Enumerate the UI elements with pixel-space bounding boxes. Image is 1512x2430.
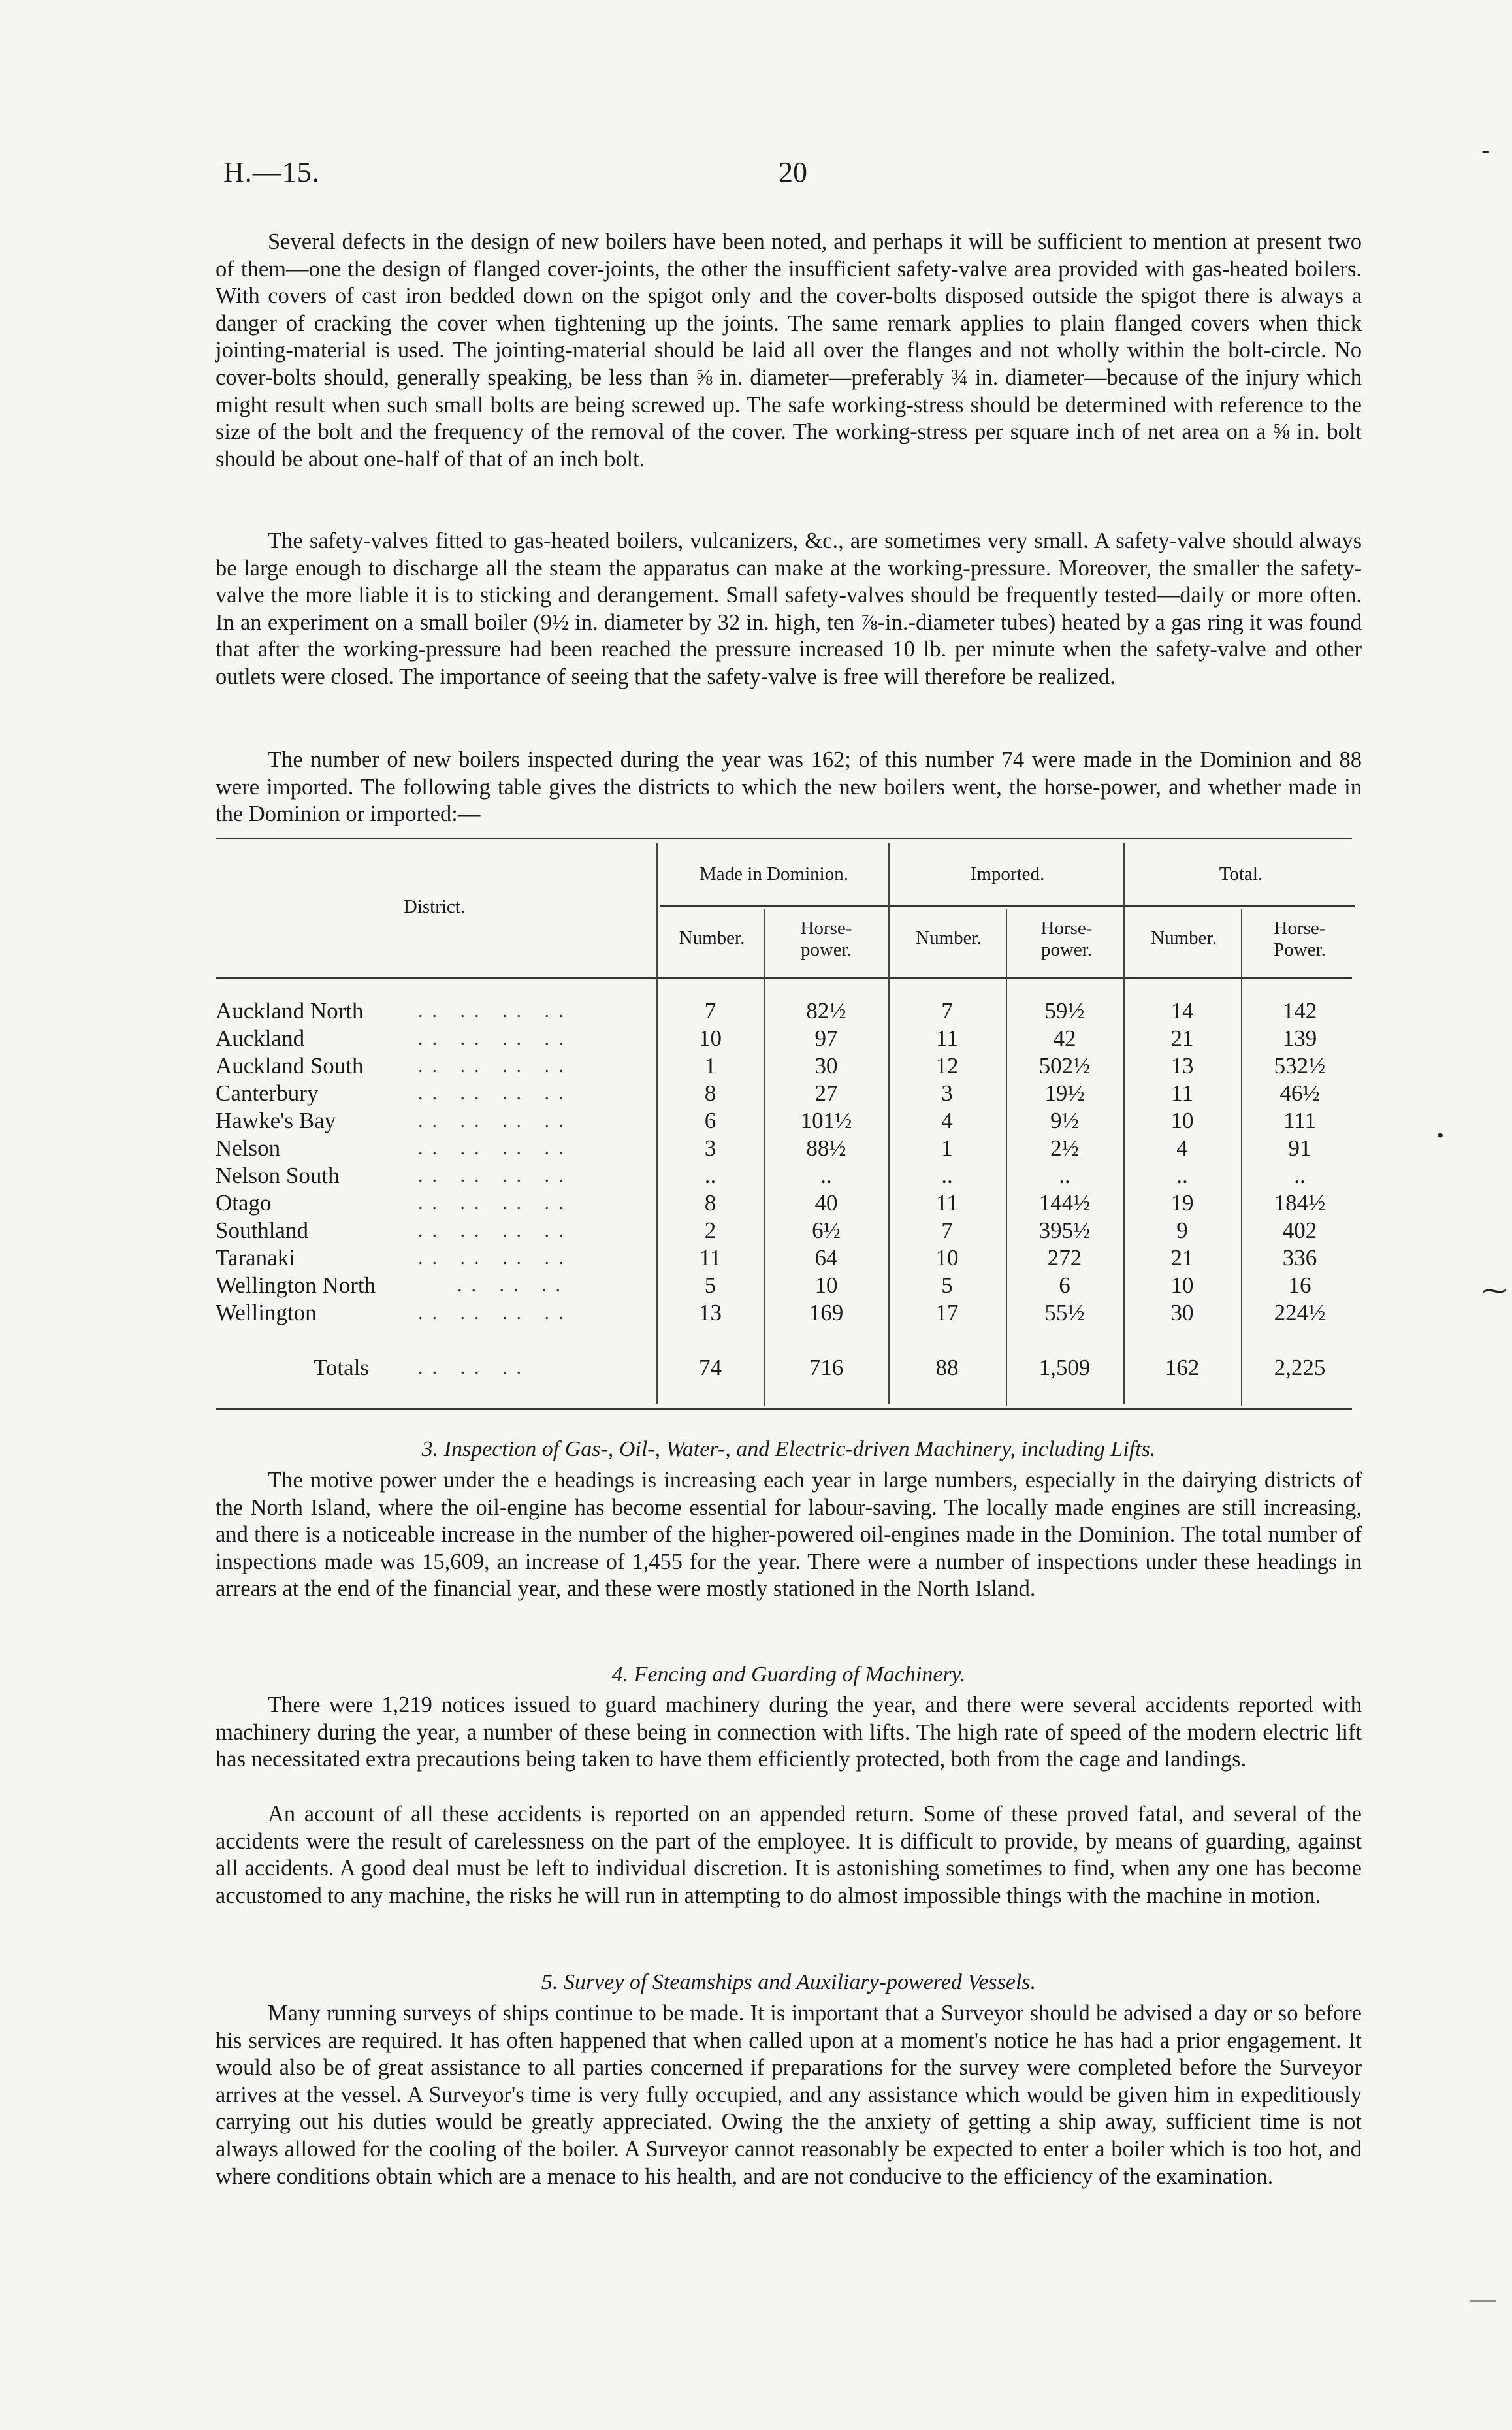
dominion-horsepower: 10: [814, 1272, 838, 1298]
dot-leader: .. .. .. ..: [418, 1247, 573, 1269]
imported-horsepower: 272: [1047, 1245, 1082, 1271]
total-number: 14: [1170, 998, 1194, 1024]
district-name: Auckland: [216, 1026, 305, 1051]
total-number: 9: [1176, 1218, 1188, 1243]
page-header: [216, 155, 1378, 201]
dominion-horsepower: ..: [820, 1163, 832, 1188]
section-paragraph: An account of all these accidents is reported on an appended return. Some of these proved fatal, and several of the accidents were the result of carelessness on the part of the employee. It is difficult to provide, by means of guarding, against all accidents. A good deal must be left to individual discretion. It is astonishing sometimes to find, when any one has become accustomed to any machine, the risks he will run in attempting to do almost impossible things with the machine in motion.: [216, 1802, 1362, 1908]
imported-horsepower: 395½: [1038, 1218, 1091, 1243]
total-number: 11: [1171, 1080, 1193, 1106]
dot-leader: .. .. ..: [418, 1357, 530, 1378]
dot-leader: .. .. .. ..: [418, 1110, 573, 1131]
paragraph-defects: Several defects in the design of new boilers have been noted, and perhaps it will be sufficient to mention at present two of them—one the design of flanged cover-joints, the other the insufficient safety-valve area provided with gas-heated boilers. With covers of cast iron bedded down on the spigot only and the cover-bolts disposed outside the spigot there is always a danger of cracking the cover when tightening up the joints. The same remark applies to plain flanged covers when thick jointing-material is used. The jointing-material should be laid all over the flanges and not wholly within the bolt-circle. No cover-bolts should, generally speaking, be less than ⅝ in. diameter—preferably ¾ in. diameter—because of the injury which might result when such small bolts are being screwed up. The safe working-stress should be determined with reference to the size of the bolt and the frequency of the removal of the cover. The working-stress per square inch of net area on a ⅝ in. bolt should be about one-half of that of an inch bolt.: [216, 229, 1362, 472]
total-number: ..: [1176, 1163, 1188, 1188]
imported-horsepower: 59½: [1044, 998, 1085, 1024]
section-paragraph: The motive power under the e headings is increasing each year in large numbers, especially in the dairying districts of the North Island, where the oil-engine has become essential for labour-saving. The locally made engines are still increasing, and there is a noticeable increase in the number of the higher-powered oil-engines made in the Dominion. The total number of inspections made was 15,609, an increase of 1,455 for the year. There were a number of inspections under these headings in arrears at the end of the financial year, and these were mostly stationed in the North Island.: [216, 1468, 1362, 1602]
imported-number: 5: [941, 1272, 953, 1298]
imported-number: 7: [941, 998, 953, 1024]
dominion-horsepower: 82½: [806, 998, 846, 1024]
total-number: 21: [1170, 1026, 1194, 1051]
dot-leader: .. .. .. ..: [418, 1302, 573, 1323]
total-number: 30: [1170, 1300, 1194, 1325]
section-paragraph: Many running surveys of ships continue to be made. It is important that a Surveyor should be advised a day or so before his services are required. It has often happened that when called upon at a moment's notice he has had a prior engagement. It would also be of great assistance to all parties concerned if preparations for the survey were completed before the Surveyor arrives at the vessel. A Surveyor's time is very fully occupied, and any assistance which would be given him in expeditiously carrying out his duties would be greatly appreciated. Owing the the anxiety of getting a ship away, sufficient time is not always allowed for the cooling of the boiler. A Surveyor cannot reasonably be expected to enter a boiler which is too hot, and where conditions obtain which are a menace to his health, and are not conducive to the efficiency of the examination.: [216, 2001, 1362, 2189]
subheader-number: Number.: [1151, 928, 1217, 948]
imported-horsepower: ..: [1059, 1163, 1070, 1188]
dominion-number: 1: [704, 1053, 716, 1078]
total-horsepower: 139: [1282, 1026, 1317, 1051]
district-name: Auckland South: [216, 1053, 364, 1078]
dominion-number: 7: [704, 998, 716, 1024]
dominion-number: 11: [699, 1245, 722, 1271]
imported-number: 11: [936, 1026, 958, 1051]
paragraph-boiler-count: The number of new boilers inspected during the year was 162; of this number 74 were made in the Dominion and 88 were imported. The following table gives the districts to which the new boilers went, the horse-power, and whether made in the Dominion or imported:—: [216, 747, 1362, 827]
district-name: Hawke's Bay: [216, 1108, 336, 1133]
imported-number: 4: [941, 1108, 953, 1133]
total-number: 10: [1170, 1108, 1194, 1133]
grand-total-number: 162: [1165, 1355, 1200, 1380]
dominion-horsepower: 27: [814, 1080, 838, 1106]
total-horsepower: 16: [1288, 1272, 1311, 1298]
dot-leader: .. .. .. ..: [418, 1000, 573, 1022]
imported-horsepower: 42: [1053, 1026, 1076, 1051]
section-heading: 5. Survey of Steamships and Auxiliary-powered Vessels.: [541, 1970, 1037, 1994]
header-bottom-rule: [216, 977, 1352, 979]
dominion-horsepower: 30: [814, 1053, 838, 1078]
total-number: 13: [1170, 1053, 1194, 1078]
dominion-horsepower: 6½: [812, 1218, 841, 1243]
imported-horsepower: 9½: [1050, 1108, 1079, 1133]
district-name: Wellington: [216, 1300, 317, 1325]
margin-speck-mark: -: [1481, 135, 1490, 164]
dot-leader: .. .. .. ..: [418, 1220, 573, 1241]
total-horsepower: 91: [1288, 1135, 1311, 1161]
imported-horsepower: 144½: [1038, 1190, 1091, 1216]
dominion-number: 6: [704, 1108, 716, 1133]
dominion-number: 5: [704, 1272, 716, 1298]
table-top-rule: [216, 838, 1352, 839]
imported-number: 17: [935, 1300, 959, 1325]
total-horsepower: 336: [1282, 1245, 1317, 1271]
total-horsepower: 142: [1282, 998, 1317, 1024]
imported-horsepower: 6: [1059, 1272, 1070, 1298]
district-name: Nelson South: [216, 1163, 340, 1188]
dominion-horsepower: 88½: [806, 1135, 846, 1161]
section-heading: 3. Inspection of Gas-, Oil-, Water-, and Electric-driven Machinery, including Lifts.: [421, 1437, 1156, 1461]
total-number: 4: [1176, 1135, 1188, 1161]
dominion-number: 10: [699, 1026, 722, 1051]
district-name: Nelson: [216, 1135, 281, 1161]
district-name: Wellington North: [216, 1272, 376, 1298]
total-imported-horsepower: 1,509: [1038, 1355, 1091, 1380]
total-horsepower: 532½: [1274, 1053, 1326, 1078]
district-name: Southland: [216, 1218, 308, 1243]
subheader-number: Number.: [679, 928, 745, 948]
dot-leader: .. .. .. ..: [418, 1082, 573, 1104]
margin-speck-mark: —: [1470, 2284, 1496, 2313]
dominion-number: 2: [704, 1218, 716, 1243]
total-imported-number: 88: [935, 1355, 959, 1380]
dot-leader: .. .. ..: [457, 1274, 570, 1296]
imported-number: 3: [941, 1080, 953, 1106]
dot-leader: .. .. .. ..: [418, 1055, 573, 1077]
margin-speck-mark: ⁓: [1481, 1276, 1507, 1305]
imported-horsepower: 19½: [1044, 1080, 1085, 1106]
dominion-number: 8: [704, 1190, 716, 1216]
total-number: 10: [1170, 1272, 1194, 1298]
total-horsepower: 402: [1282, 1218, 1317, 1243]
district-name: Taranaki: [216, 1245, 295, 1271]
imported-horsepower: 2½: [1050, 1135, 1079, 1161]
margin-speck-mark: •: [1437, 1125, 1444, 1146]
total-horsepower: ..: [1294, 1163, 1306, 1188]
dot-leader: .. .. .. ..: [418, 1192, 573, 1214]
group-header-imported: Imported.: [970, 864, 1045, 884]
imported-horsepower: 502½: [1038, 1053, 1091, 1078]
group-header-dominion: Made in Dominion.: [700, 864, 848, 884]
dominion-number: 13: [699, 1300, 722, 1325]
subheader-number: Number.: [916, 928, 982, 948]
total-horsepower: 224½: [1274, 1300, 1326, 1325]
dominion-horsepower: 101½: [800, 1108, 852, 1133]
imported-number: 12: [935, 1053, 959, 1078]
district-name: Otago: [216, 1190, 272, 1216]
imported-number: 1: [941, 1135, 953, 1161]
group-header-total: Total.: [1219, 864, 1263, 884]
dominion-horsepower: 97: [814, 1026, 838, 1051]
imported-number: 11: [936, 1190, 958, 1216]
page-number: 20: [779, 156, 807, 188]
subheader-horse-power: Horse-power.: [1040, 918, 1093, 960]
dominion-number: 3: [704, 1135, 716, 1161]
dominion-horsepower: 169: [809, 1300, 844, 1325]
total-dominion-number: 74: [699, 1355, 722, 1380]
dot-leader: .. .. .. ..: [418, 1137, 573, 1159]
imported-number: 7: [941, 1218, 953, 1243]
subheader-horse-power: Horse-Power.: [1274, 918, 1326, 960]
district-name: Canterbury: [216, 1080, 319, 1106]
document-reference: H.—15.: [223, 156, 320, 188]
total-horsepower: 111: [1283, 1108, 1316, 1133]
dominion-number: ..: [704, 1163, 716, 1188]
total-number: 19: [1170, 1190, 1194, 1216]
group-header-rule: [660, 905, 1355, 907]
district-header: District.: [403, 896, 466, 917]
total-horsepower: 46½: [1279, 1080, 1320, 1106]
imported-horsepower: 55½: [1044, 1300, 1085, 1325]
table-bottom-rule: [216, 1408, 1352, 1410]
dot-leader: .. .. .. ..: [418, 1028, 573, 1049]
section-paragraph: There were 1,219 notices issued to guard machinery during the year, and there were several accidents reported with machinery during the year, a number of these being in connection with lifts. The high rate of speed of the modern electric lift has necessitated extra precautions being taken to have them efficiently protected, both from the cage and landings.: [216, 1693, 1362, 1772]
imported-number: 10: [935, 1245, 959, 1271]
imported-number: ..: [941, 1163, 953, 1188]
subheader-horse-power: Horse-power.: [800, 918, 852, 960]
totals-label: Totals: [314, 1355, 370, 1380]
total-dominion-horsepower: 716: [809, 1355, 844, 1380]
total-horsepower: 184½: [1274, 1190, 1326, 1216]
dominion-horsepower: 40: [814, 1190, 838, 1216]
grand-total-horsepower: 2,225: [1274, 1355, 1326, 1380]
paragraph-safety-valves: The safety-valves fitted to gas-heated boilers, vulcanizers, &c., are sometimes very small. A safety-valve should always be large enough to discharge all the steam the apparatus can make at the working-pressure. Moreover, the smaller the safety-valve the more liable it is to sticking and derangement. Small safety-valves should be frequently tested—daily or more often. In an experiment on a small boiler (9½ in. diameter by 32 in. high, ten ⅞-in.-diameter tubes) heated by a gas ring it was found that after the working-pressure had been reached the pressure increased 10 lb. per minute when the safety-valve and other outlets were closed. The importance of seeing that the safety-valve is free will therefore be realized.: [216, 528, 1362, 689]
dot-leader: .. .. .. ..: [418, 1165, 573, 1186]
dominion-horsepower: 64: [814, 1245, 838, 1271]
district-name: Auckland North: [216, 998, 364, 1024]
total-number: 21: [1170, 1245, 1194, 1271]
dominion-number: 8: [704, 1080, 716, 1106]
section-heading: 4. Fencing and Guarding of Machinery.: [611, 1662, 966, 1687]
